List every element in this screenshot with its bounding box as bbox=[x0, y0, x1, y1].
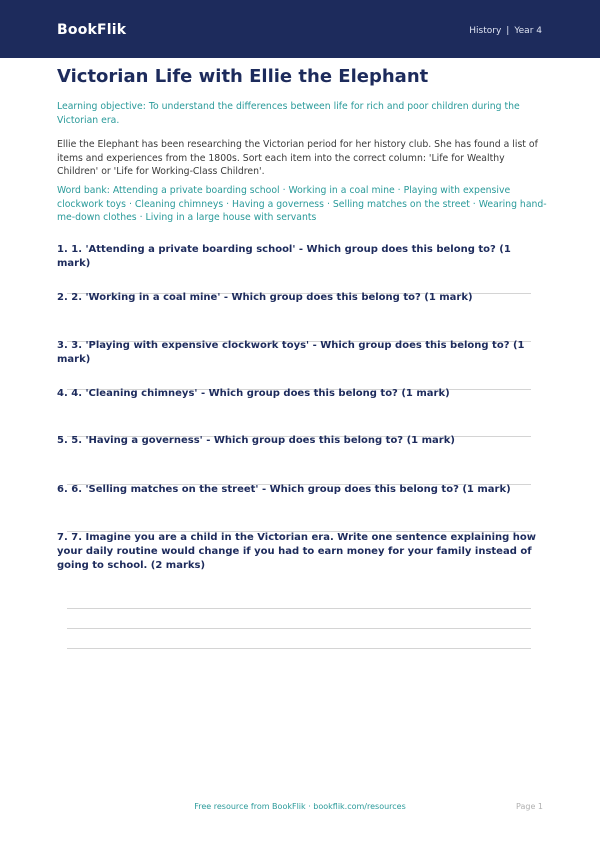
answer-line-7c[interactable] bbox=[67, 648, 531, 649]
page-number: Page 1 bbox=[516, 802, 543, 811]
question-3: 3. 3. 'Playing with expensive clockwork toys' - Which group does this belong to? (1 mark) bbox=[57, 340, 525, 365]
page-title: Victorian Life with Ellie the Elephant bbox=[57, 66, 429, 87]
question-6: 6. 6. 'Selling matches on the street' - Which group does this belong to? (1 mark) bbox=[57, 484, 511, 495]
footer-credit[interactable]: Free resource from BookFlik · bookflik.com/resources bbox=[194, 802, 406, 811]
header-meta bbox=[469, 26, 542, 36]
answer-line-7b[interactable] bbox=[67, 628, 531, 629]
question-5: 5. 5. 'Having a governess' - Which group does this belong to? (1 mark) bbox=[57, 435, 455, 446]
question-1: 1. 1. 'Attending a private boarding school' - Which group does this belong to? (1 mark) bbox=[57, 244, 511, 269]
answer-line-7a[interactable] bbox=[67, 608, 531, 609]
question-4: 4. 4. 'Cleaning chimneys' - Which group does this belong to? (1 mark) bbox=[57, 388, 450, 399]
brand-logo[interactable]: BookFlik bbox=[57, 22, 127, 38]
question-2: 2. 2. 'Working in a coal mine' - Which group does this belong to? (1 mark) bbox=[57, 292, 473, 303]
year-label: Year 4 bbox=[514, 26, 542, 36]
learning-objective: Learning objective: To understand the differences between life for rich and poor children during the Victorian era. bbox=[57, 101, 520, 126]
intro-text: Ellie the Elephant has been researching the Victorian period for her history club. She has found a list of items and experiences from the 1800s. Sort each item into the correct column: 'Life for Wealthy Children' or 'Life for Working-Class Children'. bbox=[57, 139, 538, 177]
subject-label: History bbox=[469, 26, 502, 36]
word-bank: Word bank: Attending a private boarding school · Working in a coal mine · Playing with expensive clockwork toys · Cleaning chimneys · Having a governess · Selling matches on the street · Wearing hand-me-down clothes · Living in a large house with servants bbox=[57, 185, 547, 223]
page-header bbox=[0, 0, 600, 58]
question-7: 7. 7. Imagine you are a child in the Victorian era. Write one sentence explaining how your daily routine would change if you had to earn money for your family instead of going to school. (2 marks) bbox=[57, 532, 537, 571]
meta-separator: | bbox=[506, 26, 510, 36]
